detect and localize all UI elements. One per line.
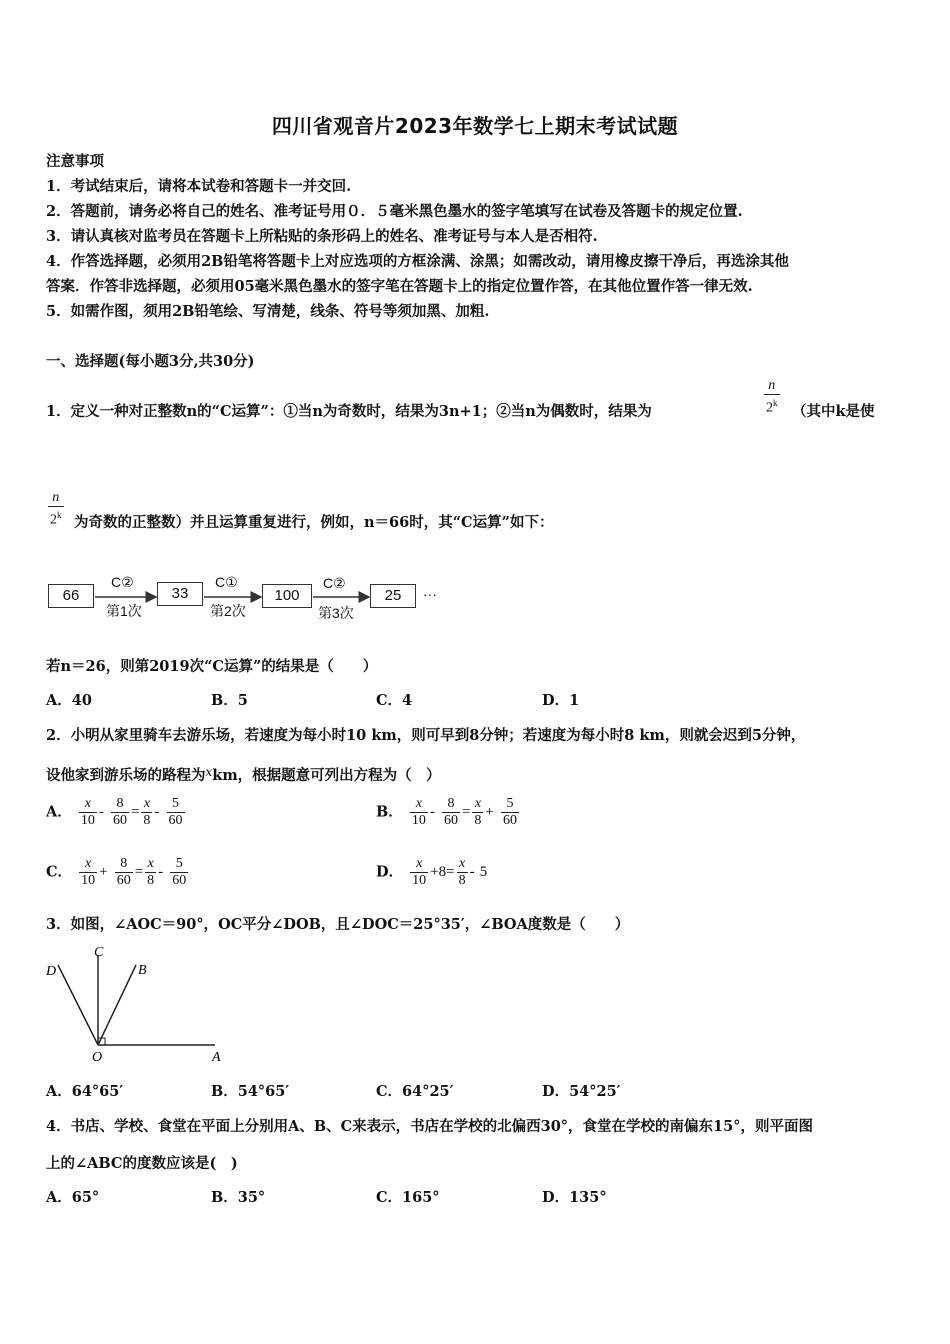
flow-box: 100 [262, 584, 312, 608]
notice-item: 5．如需作图，须用2B铅笔绘、写清楚，线条、符号等须加黑、加粗. [46, 303, 490, 320]
page-title: 四川省观音片2023年数学七上期末考试试题 [271, 114, 679, 138]
q2-line1: 2．小明从家里骑车去游乐场，若速度为每小时10 km，则可早到8分钟；若速度为每小时8 km，则就会迟到5分钟， [46, 727, 806, 744]
notice-item: 2．答题前，请务必将自己的姓名、准考证号用０．５毫米黑色墨水的签字笔填写在试卷及答题卡的规定位置. [46, 203, 743, 220]
notice-item: 答案．作答非选择题，必须用05毫米黑色墨水的签字笔在答题卡上的指定位置作答，在其他位置作答一律无效. [46, 278, 753, 295]
point-label: A [212, 1050, 221, 1065]
q1-question: 若n＝26，则第2019次“C运算”的结果是（ ） [46, 658, 378, 675]
flow-step: 第2次 [210, 603, 246, 619]
point-label: B [138, 963, 147, 978]
q2-option-c: C． $\frac{x}{10}$ + $\frac{8}{60}$ = $\frac{x}{8}$ - $\frac{5}{60}$ [46, 856, 187, 888]
flow-op: C② [323, 575, 346, 591]
q2-line2: 设他家到游乐场的路程为$^x$km，根据题意可列出方程为（ ） [46, 765, 441, 784]
q1-line2: 为奇数的正整数）并且运算重复进行，例如，n＝66时，其“C运算”如下： [74, 514, 554, 531]
q3-text: 3．如图，∠AOC＝90°，OC平分∠DOB，且∠DOC＝25°35′，∠BOA度数是（ ） [46, 916, 630, 933]
flow-box: 66 [48, 584, 94, 608]
flow-op: C① [215, 574, 238, 590]
notice-item: 4．作答选择题，必须用2B铅笔将答题卡上对应选项的方框涂满、涂黑；如需改动，请用橡皮擦干净后，再选涂其他 [46, 253, 789, 270]
option-b: B．35° [211, 1189, 266, 1206]
option-d: D．1 [542, 692, 580, 709]
option-c: C．4 [376, 692, 413, 709]
option-a: A．40 [46, 692, 92, 709]
notice-item: 3．请认真核对监考员在答题卡上所粘贴的条形码上的姓名、准考证号与本人是否相符. [46, 228, 598, 245]
option-d: D．54°25′ [542, 1083, 621, 1100]
flow-arrows [0, 0, 950, 640]
q2-option-a: A． $\frac{x}{10}$ - $\frac{8}{60}$ = $\frac{x}{8}$ - $\frac{5}{60}$ [46, 796, 183, 828]
flow-op: C② [111, 574, 134, 590]
option-a: A．65° [46, 1189, 100, 1206]
q4-line2: 上的∠ABC的度数应该是( ) [46, 1155, 238, 1172]
flow-box: 33 [157, 582, 203, 606]
flow-box: 25 [370, 584, 416, 608]
q3-angle-figure [40, 940, 240, 1070]
q2-option-d: D． $\frac{x}{10}$ +8= $\frac{x}{8}$ - 5 [376, 856, 488, 888]
notice-heading: 注意事项 [46, 153, 104, 170]
q2-option-b: B． $\frac{x}{10}$ - $\frac{8}{60}$ = $\frac{x}{8}$ + $\frac{5}{60}$ [376, 796, 517, 828]
flow-step: 第1次 [106, 603, 142, 619]
flow-ellipsis: ··· [423, 586, 437, 602]
point-label: D [46, 964, 57, 979]
q4-line1: 4．书店、学校、食堂在平面上分别用A、B、C来表示，书店在学校的北偏西30°，食堂在学校的南偏东15°，则平面图 [46, 1118, 813, 1135]
point-label: O [92, 1050, 103, 1065]
q1-fraction: $\frac{n}{2^k}$ [766, 378, 778, 416]
q1-line1-tail: （其中k是使 [792, 403, 875, 420]
point-label: C [94, 945, 104, 960]
section-heading: 一、选择题(每小题3分,共30分) [46, 353, 255, 370]
q1-fraction-2: $\frac{n}{2^k}$ [50, 490, 62, 528]
option-b: B．5 [211, 692, 248, 709]
option-a: A．64°65′ [46, 1083, 124, 1100]
option-d: D．135° [542, 1189, 607, 1206]
flow-step: 第3次 [318, 605, 354, 621]
notice-item: 1．考试结束后，请将本试卷和答题卡一并交回. [46, 178, 352, 195]
option-c: C．64°25′ [376, 1083, 454, 1100]
option-b: B．54°65′ [211, 1083, 290, 1100]
q1-line1: 1．定义一种对正整数n的“C运算”：①当n为奇数时，结果为3n+1；②当n为偶数时，结果为 [46, 403, 652, 420]
option-c: C．165° [376, 1189, 440, 1206]
